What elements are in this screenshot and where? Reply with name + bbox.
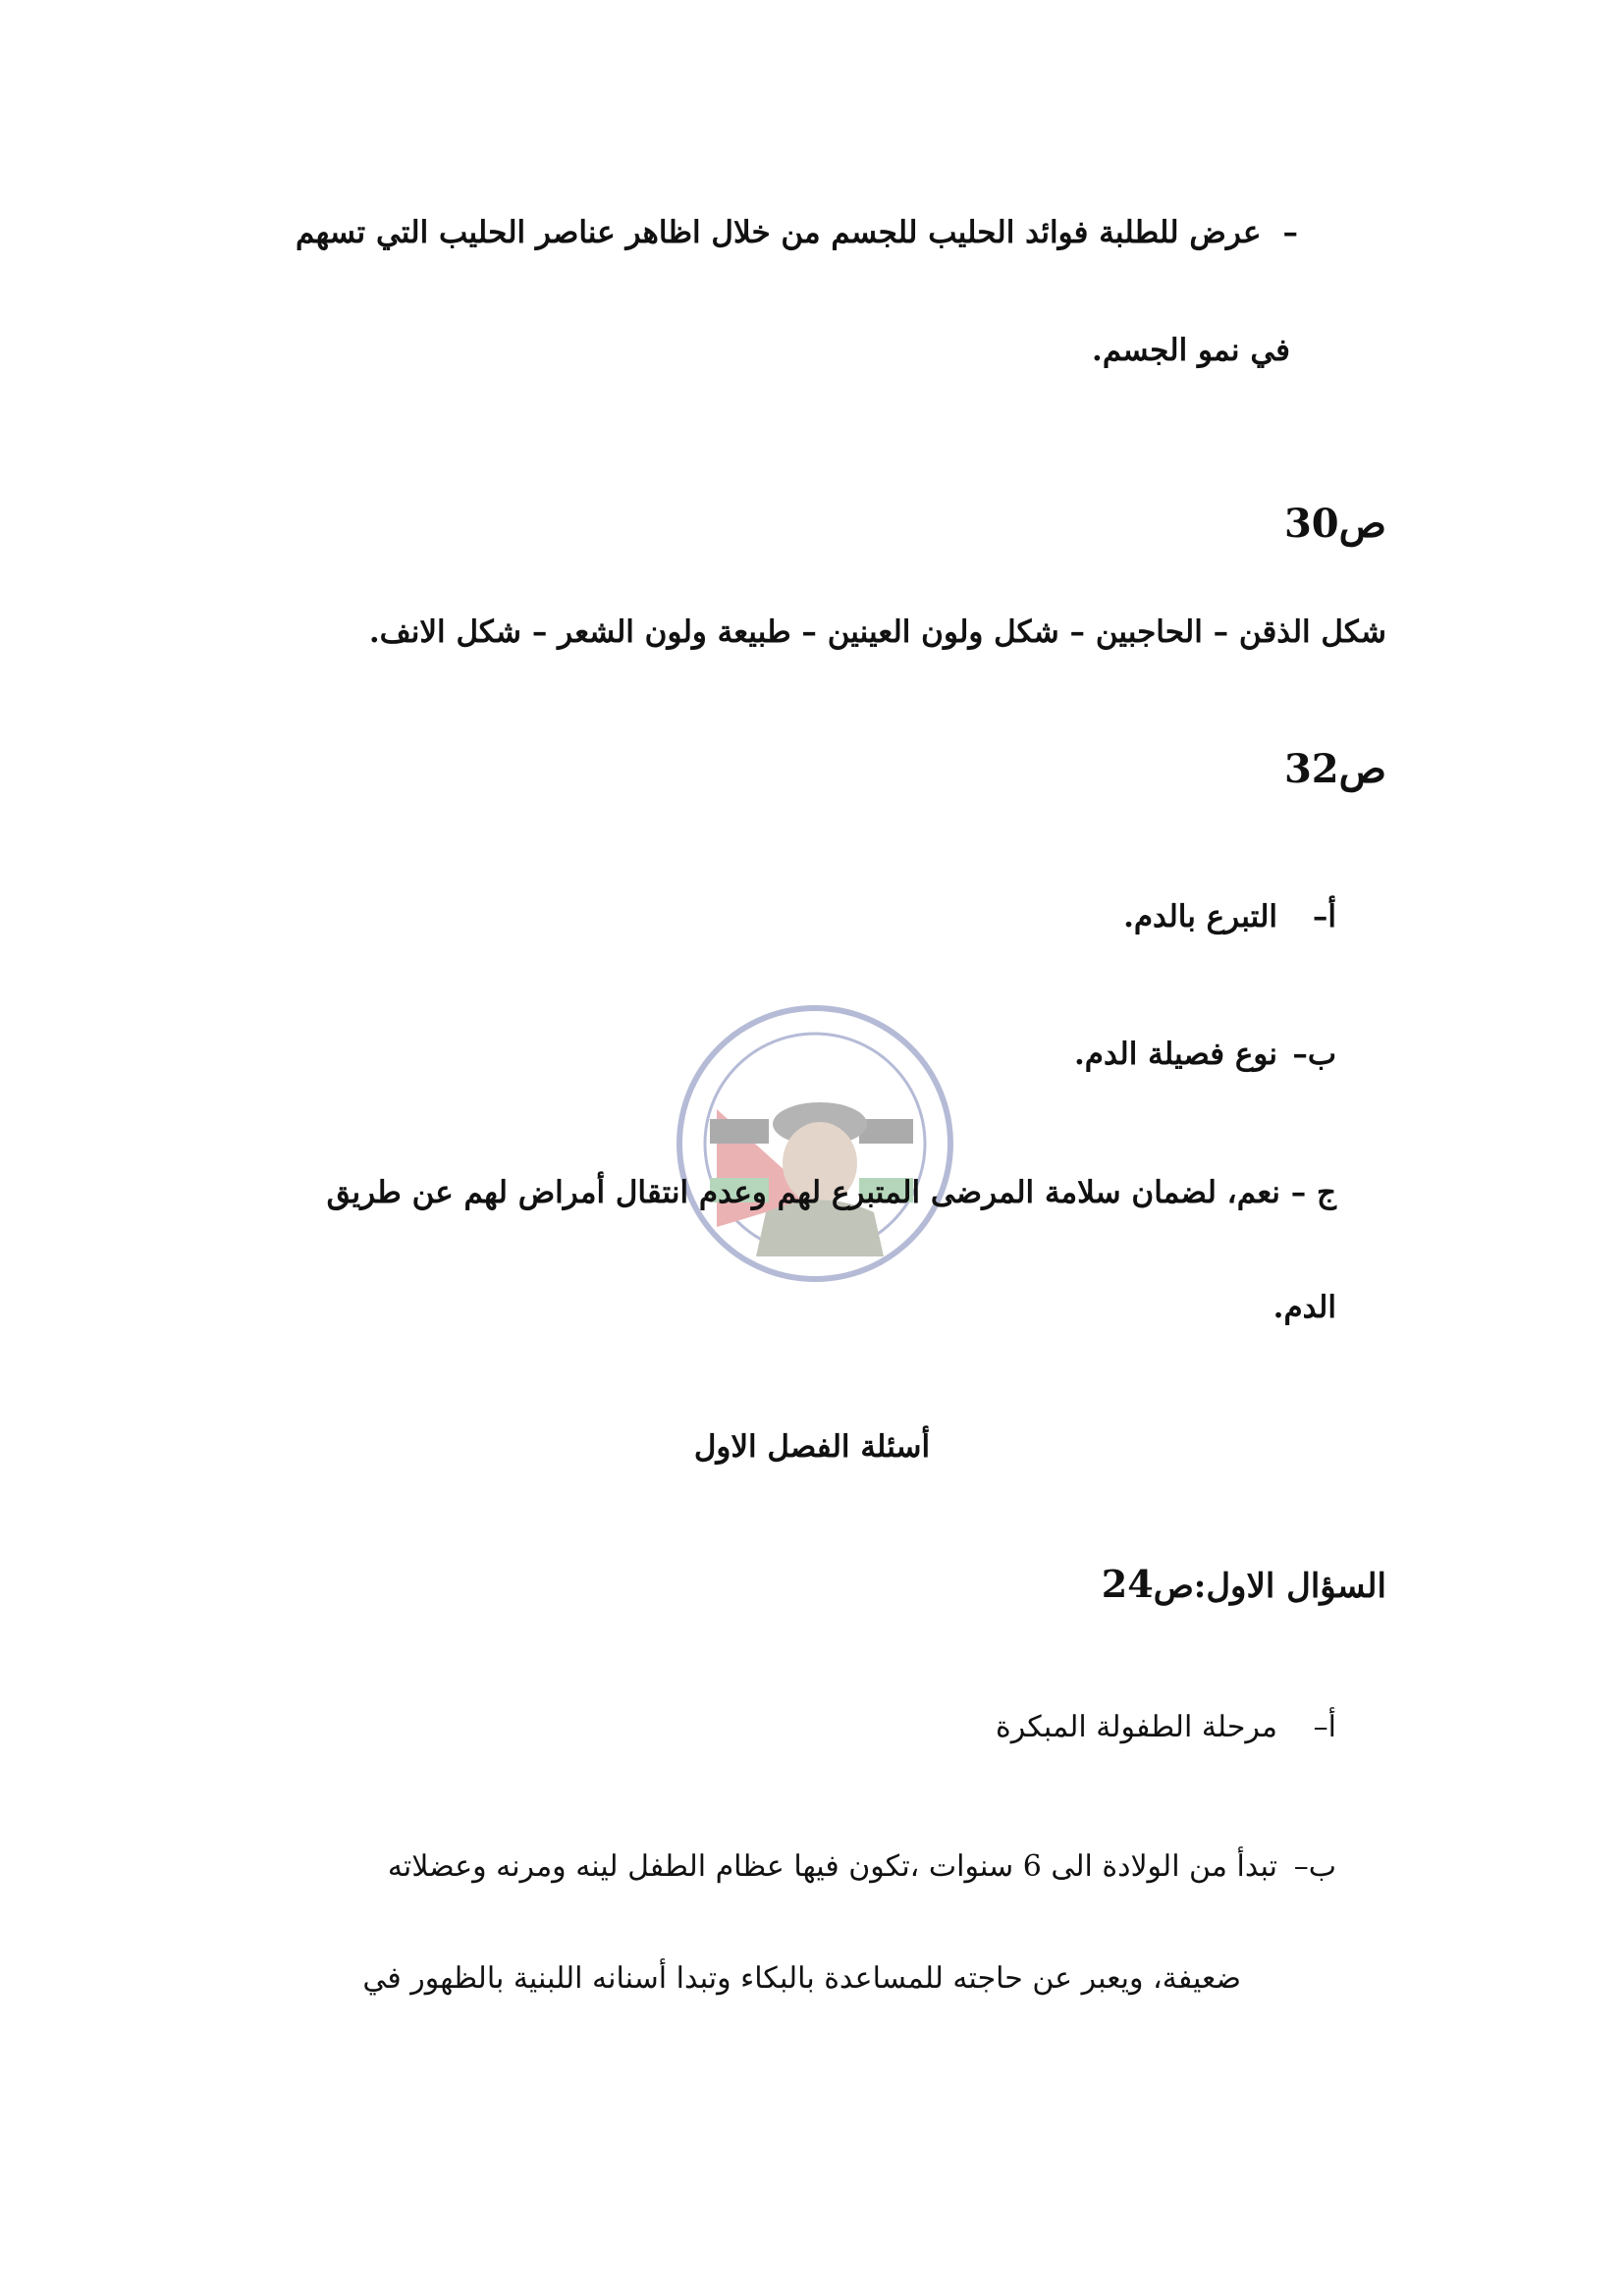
list-item-j: ج – نعم، لضمان سلامة المرضى المتبرع لهم وعدم انتقال أمراض لهم عن طريق <box>326 1175 1336 1210</box>
q1-marker-b: ب– <box>1293 1849 1336 1884</box>
question-1-heading <box>1102 1563 1386 1608</box>
milk-benefits-continuation: في نمو الجسم. <box>1092 333 1290 368</box>
list-marker-a: أ– <box>1312 899 1336 934</box>
q1-marker-a: أ– <box>1313 1710 1336 1744</box>
list-item-a <box>1123 895 1336 938</box>
q1-item-b-continuation: ضعيفة، ويعبر عن حاجته للمساعدة بالبكاء وتبدا أسنانه اللبنية بالظهور في <box>362 1961 1241 1996</box>
list-item-b <box>1074 1033 1336 1076</box>
q1-item-b-text: تبدأ من الولادة الى 6 سنوات ،تكون فيها عظام الطفل لينه ومرنه وعضلاته <box>387 1849 1277 1884</box>
list-item-j-continuation: الدم. <box>1272 1290 1336 1325</box>
inherited-features-line: شكل الذقن – الحاجبين – شكل ولون العينين – طبيعة ولون الشعر – شكل الانف. <box>368 614 1386 650</box>
milk-benefits-text: عرض للطلبة فوائد الحليب للجسم من خلال اظاهر عناصر الحليب التي تسهم <box>295 215 1262 250</box>
list-marker-b: ب– <box>1292 1037 1336 1072</box>
milk-benefits-item <box>296 211 1298 254</box>
list-item-a-text: التبرع بالدم. <box>1123 899 1277 934</box>
page-ref-30: ص30 <box>1283 501 1386 547</box>
question-1-page: 24 <box>1101 1562 1154 1606</box>
page-ref-32: ص32 <box>1283 746 1386 792</box>
emblem-watermark-icon <box>673 1001 957 1286</box>
chapter-heading: أسئلة الفصل الاول <box>693 1429 931 1465</box>
list-dash: – <box>1282 215 1298 250</box>
q1-item-b <box>388 1845 1336 1889</box>
question-1-label: السؤال الاول:ص <box>1153 1567 1386 1606</box>
list-item-b-text: نوع فصيلة الدم. <box>1074 1037 1277 1072</box>
q1-item-a <box>996 1706 1336 1749</box>
q1-item-a-text: مرحلة الطفولة المبكرة <box>996 1710 1277 1744</box>
